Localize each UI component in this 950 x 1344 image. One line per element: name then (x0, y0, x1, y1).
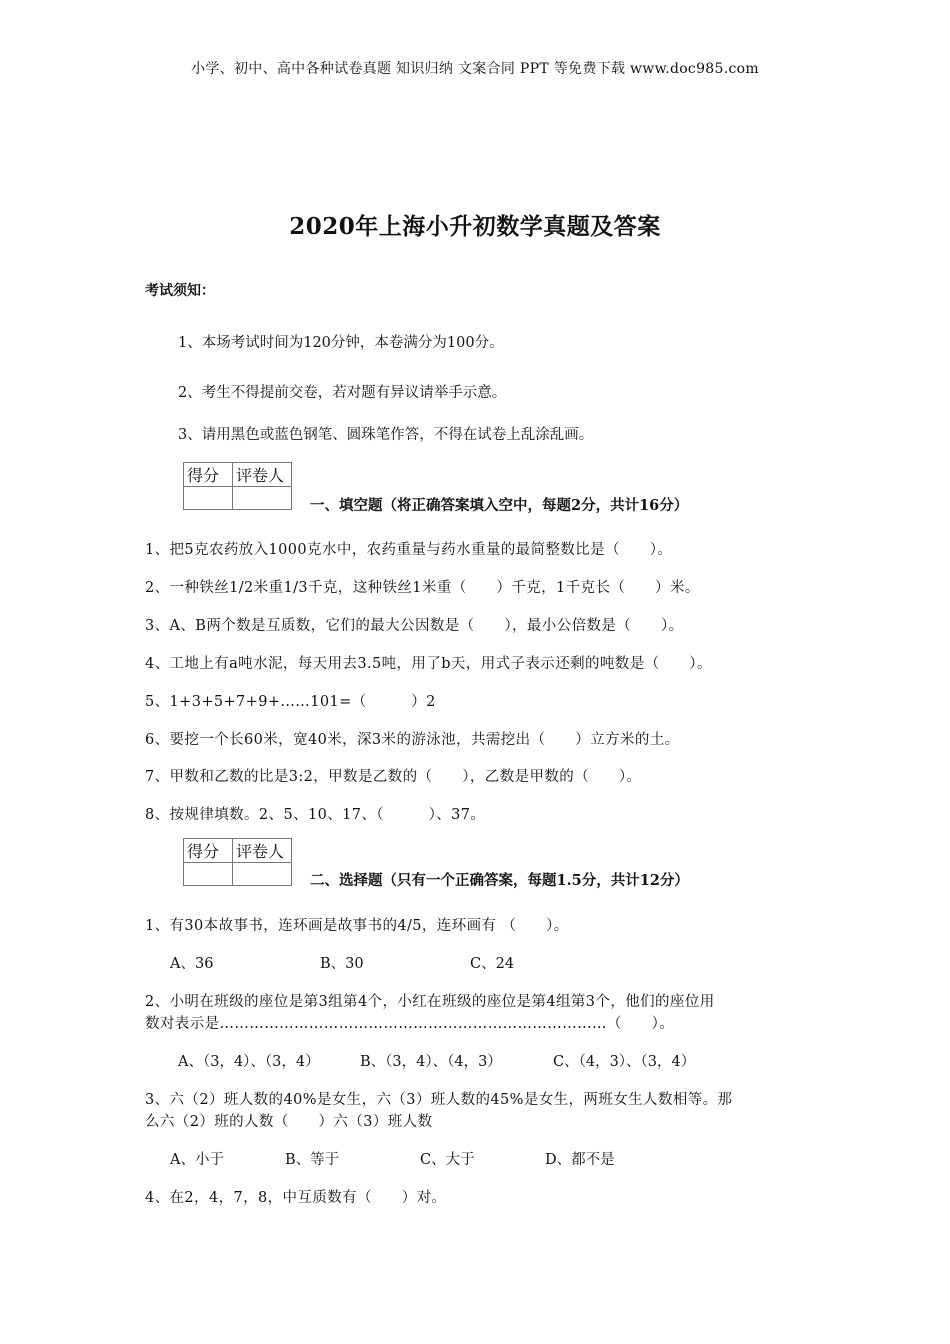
question: 3、六（2）班人数的40%是女生，六（3）班人数的45%是女生，两班女生人数相等。那 (145, 1092, 733, 1108)
question: 3、A、B两个数是互质数，它们的最大公因数是（ ），最小公倍数是（ ）。 (145, 618, 684, 634)
grader-label: 评卷人 (233, 463, 292, 487)
notice-rule: 1、本场考试时间为120分钟，本卷满分为100分。 (178, 335, 504, 351)
notice-heading: 考试须知： (145, 283, 215, 299)
question: 2、小明在班级的座位是第3组第4个，小红在班级的座位是第4组第3个，他们的座位用 (145, 994, 715, 1010)
score-cell (184, 863, 233, 886)
notice-rule: 3、请用黑色或蓝色钢笔、圆珠笔作答，不得在试卷上乱涂乱画。 (178, 427, 594, 443)
section-heading: 二、选择题（只有一个正确答案，每题1.5分，共计12分） (310, 872, 689, 889)
question-continued: 么六（2）班的人数（ ）六（3）班人数 (145, 1114, 433, 1130)
question: 2、一种铁丝1/2米重1/3千克，这种铁丝1米重（ ）千克，1千克长（ ）米。 (145, 580, 700, 596)
option: A、36 (170, 956, 214, 972)
grader-cell (233, 863, 292, 886)
score-table (183, 462, 292, 510)
question: 7、甲数和乙数的比是3:2，甲数是乙数的（ ），乙数是甲数的（ ）。 (145, 769, 642, 785)
section-heading: 一、填空题（将正确答案填入空中，每题2分，共计16分） (310, 497, 689, 514)
option: B、等于 (285, 1152, 340, 1168)
grader-label: 评卷人 (233, 839, 292, 863)
option: A、小于 (170, 1152, 224, 1168)
question: 8、按规律填数。2、5、10、17、（ ）、37。 (145, 807, 486, 823)
page-title: 2020年上海小升初数学真题及答案 (289, 213, 661, 240)
option: C、大于 (420, 1152, 475, 1168)
question-continued: 数对表示是……………………………………………………………………（ ）。 (145, 1016, 675, 1032)
question: 1、把5克农药放入1000克水中，农药重量与药水重量的最简整数比是（ ）。 (145, 542, 673, 558)
option: D、都不是 (545, 1152, 615, 1168)
grader-cell (233, 487, 292, 510)
score-label: 得分 (184, 839, 233, 863)
score-table (183, 838, 292, 886)
option: B、30 (320, 956, 364, 972)
question: 5、1+3+5+7+9+……101=（ ）2 (145, 694, 436, 710)
option: A、（3，4）、（3，4） (178, 1054, 320, 1070)
option: B、（3，4）、（4，3） (360, 1054, 502, 1070)
score-cell (184, 487, 233, 510)
question: 4、工地上有a吨水泥，每天用去3.5吨，用了b天，用式子表示还剩的吨数是（ ）。 (145, 656, 712, 672)
site-header: 小学、初中、高中各种试卷真题 知识归纳 文案合同 PPT 等免费下载 www.doc985.com (191, 61, 759, 77)
option: C、24 (470, 956, 515, 972)
option: C、（4，3）、（3，4） (553, 1054, 696, 1070)
question: 4、在2，4，7，8，中互质数有（ ）对。 (145, 1190, 447, 1206)
question: 1、有30本故事书，连环画是故事书的4/5，连环画有 （ ）。 (145, 918, 569, 934)
score-label: 得分 (184, 463, 233, 487)
question: 6、要挖一个长60米，宽40米，深3米的游泳池，共需挖出（ ）立方米的土。 (145, 732, 680, 748)
notice-rule: 2、考生不得提前交卷，若对题有异议请举手示意。 (178, 385, 507, 401)
